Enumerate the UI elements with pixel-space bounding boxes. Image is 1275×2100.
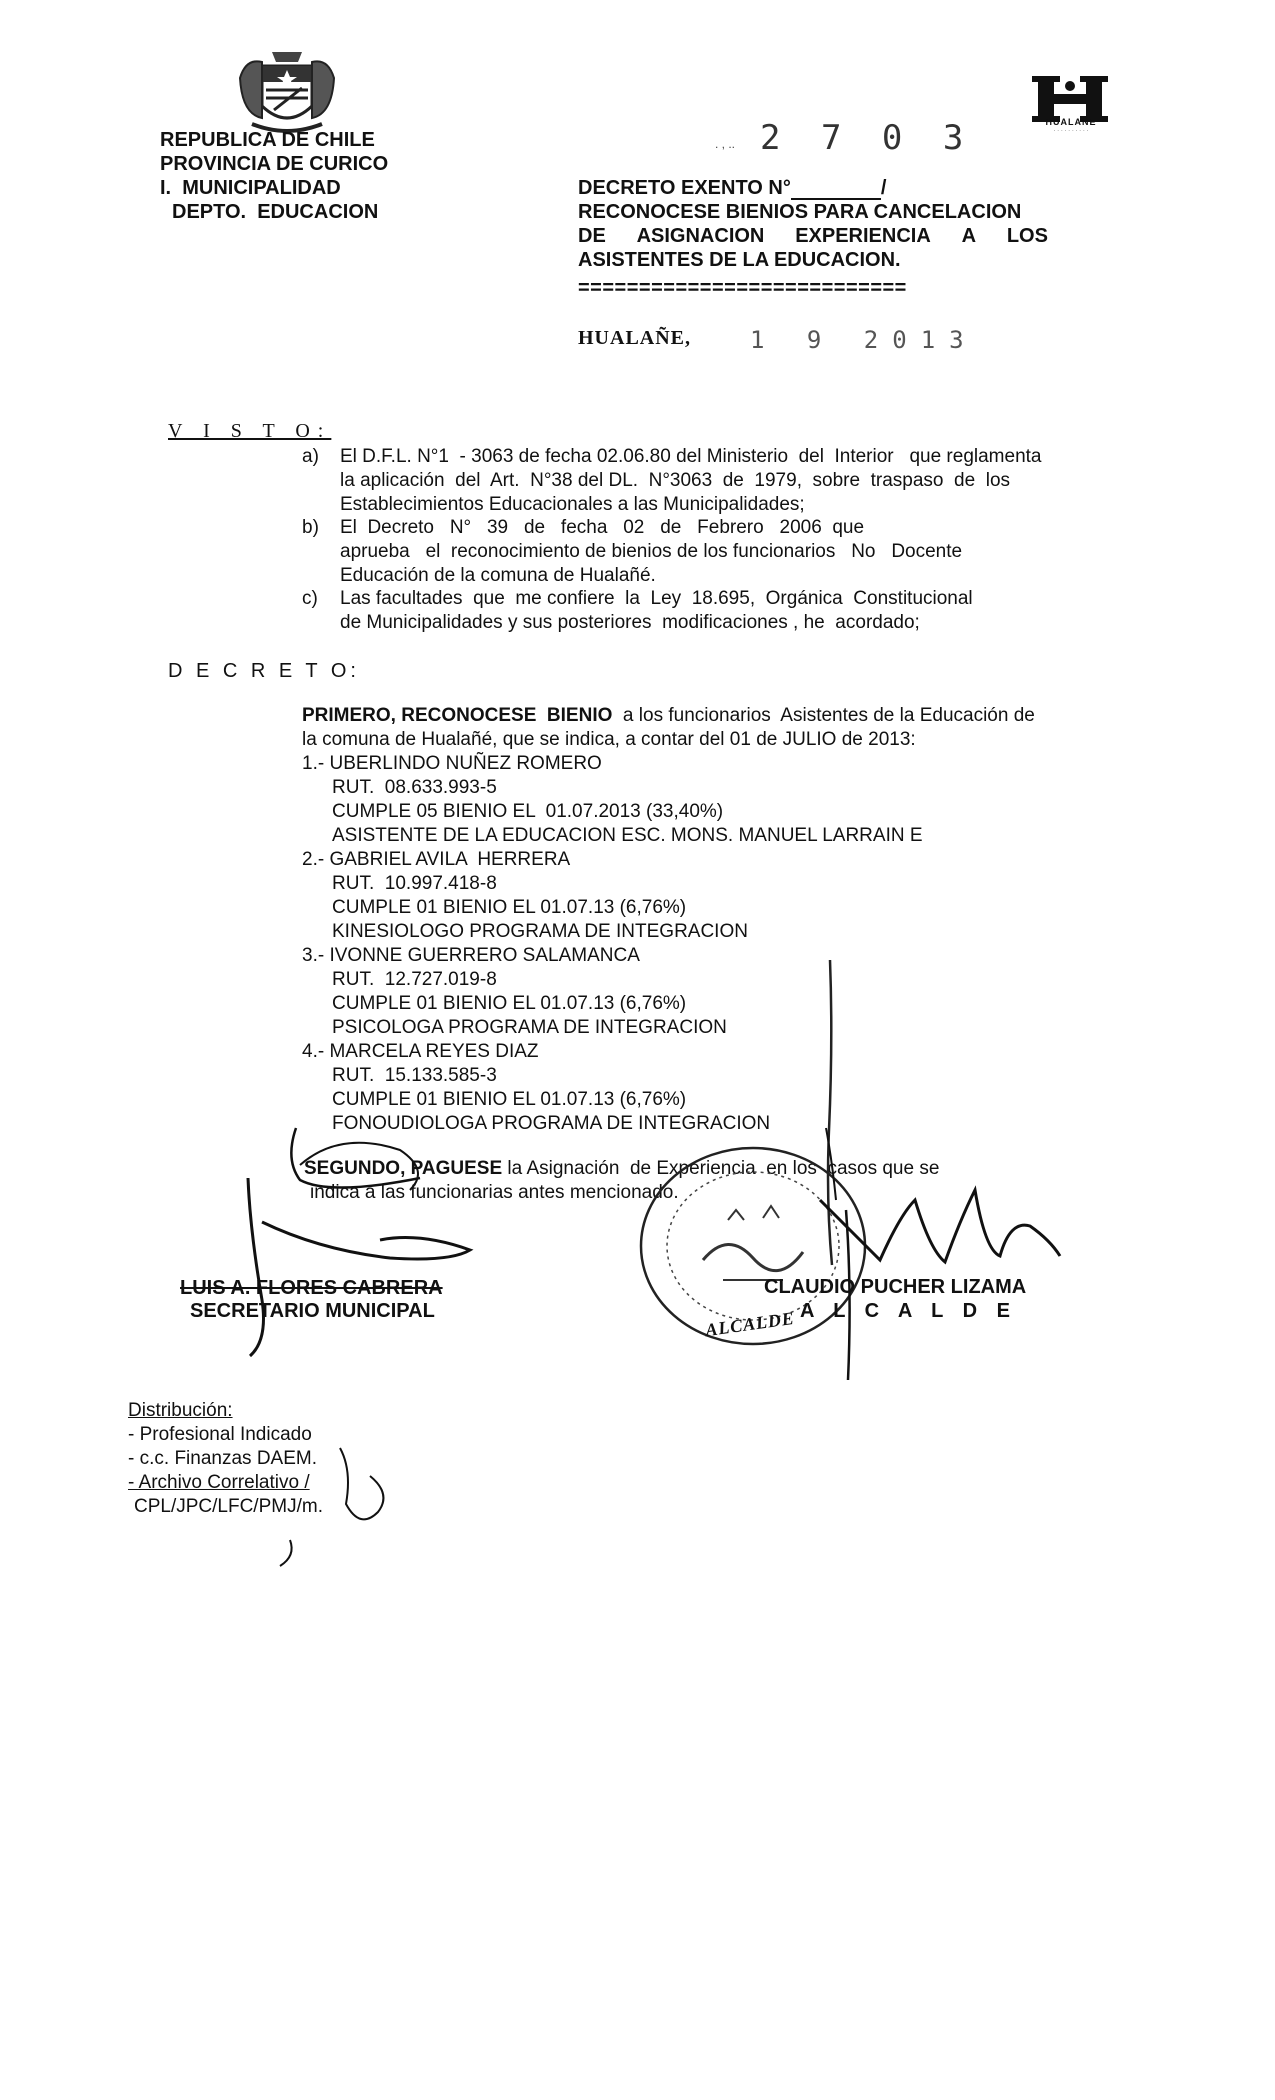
issuer-header <box>160 128 388 224</box>
person-cumple: CUMPLE 01 BIENIO EL 01.07.13 (6,76%) <box>332 993 687 1014</box>
date-stamp: 1 9 2013 <box>750 326 978 354</box>
visto-item-c <box>302 587 1134 635</box>
mayor-role: A L C A L D E <box>800 1300 1017 1322</box>
person-number: 2.- <box>302 849 325 870</box>
visto-item-label: c) <box>302 588 318 609</box>
list-item <box>302 944 727 1040</box>
person-role: FONOUDIOLOGA PROGRAMA DE INTEGRACION <box>332 1113 771 1134</box>
decree-number-blank <box>791 180 881 200</box>
person-name: MARCELA REYES DIAZ <box>329 1041 539 1062</box>
decree-number-stamp: 2 7 0 3 <box>760 118 974 158</box>
visto-line: El D.F.L. N°1 - 3063 de fecha 02.06.80 del Ministerio del Interior que reglamenta <box>340 446 1042 467</box>
secretary-name <box>180 1276 443 1300</box>
person-role: KINESIOLOGO PROGRAMA DE INTEGRACION <box>332 921 748 942</box>
person-name: GABRIEL AVILA HERRERA <box>329 849 571 870</box>
title-word: LOS <box>1006 225 1048 247</box>
person-number: 4.- <box>302 1041 325 1062</box>
title-word: ASIGNACION <box>636 225 765 247</box>
visto-line: Establecimientos Educacionales a las Municipalidades; <box>340 494 805 515</box>
list-item <box>302 1040 770 1136</box>
seal-text: ALCALDE <box>703 1307 796 1341</box>
distribution-item: - c.c. Finanzas DAEM. <box>128 1448 317 1469</box>
visto-item-label: b) <box>302 517 319 538</box>
person-number: 3.- <box>302 945 325 966</box>
visto-item-b <box>302 516 1134 588</box>
primero-paragraph <box>302 704 1134 752</box>
person-cumple: CUMPLE 01 BIENIO EL 01.07.13 (6,76%) <box>332 1089 687 1110</box>
province-line: PROVINCIA DE CURICO <box>160 153 389 175</box>
decreto-heading: D E C R E T O: <box>168 660 360 682</box>
distribution-heading: Distribución: <box>128 1400 233 1421</box>
title-word: A <box>961 225 977 247</box>
municipality-line: I. MUNICIPALIDAD <box>160 177 341 199</box>
mayor-name: CLAUDIO PUCHER LIZAMA <box>764 1276 1027 1298</box>
person-cumple: CUMPLE 01 BIENIO EL 01.07.13 (6,76%) <box>332 897 687 918</box>
person-role: ASISTENTE DE LA EDUCACION ESC. MONS. MANUEL LARRAIN E <box>332 825 923 846</box>
segundo-line-2: indica a las funcionarias antes mencionado. <box>310 1182 679 1203</box>
person-rut: RUT. 10.997.418-8 <box>332 873 497 894</box>
visto-line: El Decreto N° 39 de fecha 02 de Febrero 2006 que <box>340 517 865 538</box>
distribution-block <box>128 1399 323 1519</box>
visto-line: de Municipalidades y sus posteriores modificaciones , he acordado; <box>340 612 920 633</box>
person-cumple: CUMPLE 05 BIENIO EL 01.07.2013 (33,40%) <box>332 801 724 822</box>
person-name: UBERLINDO NUÑEZ ROMERO <box>329 753 602 774</box>
distribution-item: - Profesional Indicado <box>128 1424 312 1445</box>
visto-line: aprueba el reconocimiento de bienios de los funcionarios No Docente <box>340 541 963 562</box>
republic-line: REPUBLICA DE CHILE <box>160 129 375 151</box>
place-label: HUALAÑE, <box>578 327 692 349</box>
logo-label: HUALAÑE <box>1045 117 1097 127</box>
title-word: DE <box>578 225 606 247</box>
decree-title-line-1: RECONOCESE BIENIOS PARA CANCELACION <box>578 201 1022 223</box>
visto-item-label: a) <box>302 446 319 467</box>
distribution-item: - Archivo Correlativo / <box>128 1472 310 1493</box>
visto-line: Las facultades que me confiere la Ley 18.695, Orgánica Constitucional <box>340 588 973 609</box>
secretary-name-text: LUIS A. FLORES CABRERA <box>180 1277 443 1299</box>
segundo-lead: SEGUNDO, PAGUESE <box>304 1158 503 1179</box>
segundo-text: la Asignación de Experiencia en los casos que se <box>502 1158 940 1179</box>
visto-line: la aplicación del Art. N°38 del DL. N°3063 de 1979, sobre traspaso de los <box>340 470 1011 491</box>
secretary-role: SECRETARIO MUNICIPAL <box>190 1300 435 1322</box>
person-name: IVONNE GUERRERO SALAMANCA <box>329 945 640 966</box>
visto-heading: V I S T O: <box>168 420 332 442</box>
person-rut: RUT. 15.133.585-3 <box>332 1065 497 1086</box>
decree-label: DECRETO EXENTO N° <box>578 177 791 199</box>
logo-subtext-mark: · · · · · · · · · · <box>1053 128 1089 134</box>
decree-title-block <box>578 176 1048 272</box>
person-number: 1.- <box>302 753 325 774</box>
visto-line: Educación de la comuna de Hualañé. <box>340 565 656 586</box>
title-word: EXPERIENCIA <box>795 225 931 247</box>
person-role: PSICOLOGA PROGRAMA DE INTEGRACION <box>332 1017 727 1038</box>
primero-text: a los funcionarios Asistentes de la Educación de <box>612 705 1035 726</box>
decree-slash: / <box>880 177 887 199</box>
visto-item-a <box>302 445 1134 517</box>
primero-lead: PRIMERO, RECONOCESE BIENIO <box>302 705 613 726</box>
decree-title-line-3: ASISTENTES DE LA EDUCACION. <box>578 249 901 271</box>
list-item <box>302 752 923 848</box>
stamp-prefix-mark: . , .. <box>715 137 736 151</box>
primero-line-2: la comuna de Hualañé, que se indica, a contar del 01 de JULIO de 2013: <box>302 729 916 750</box>
person-rut: RUT. 08.633.993-5 <box>332 777 497 798</box>
list-item <box>302 848 748 944</box>
chile-coat-of-arms-icon <box>232 48 342 134</box>
decree-title-line-2 <box>578 224 1048 248</box>
person-rut: RUT. 12.727.019-8 <box>332 969 497 990</box>
separator-line: =========================== <box>578 277 907 299</box>
decree-number-line <box>578 176 1048 200</box>
department-line: DEPTO. EDUCACION <box>172 201 379 223</box>
distribution-initials: CPL/JPC/LFC/PMJ/m. <box>134 1496 323 1517</box>
